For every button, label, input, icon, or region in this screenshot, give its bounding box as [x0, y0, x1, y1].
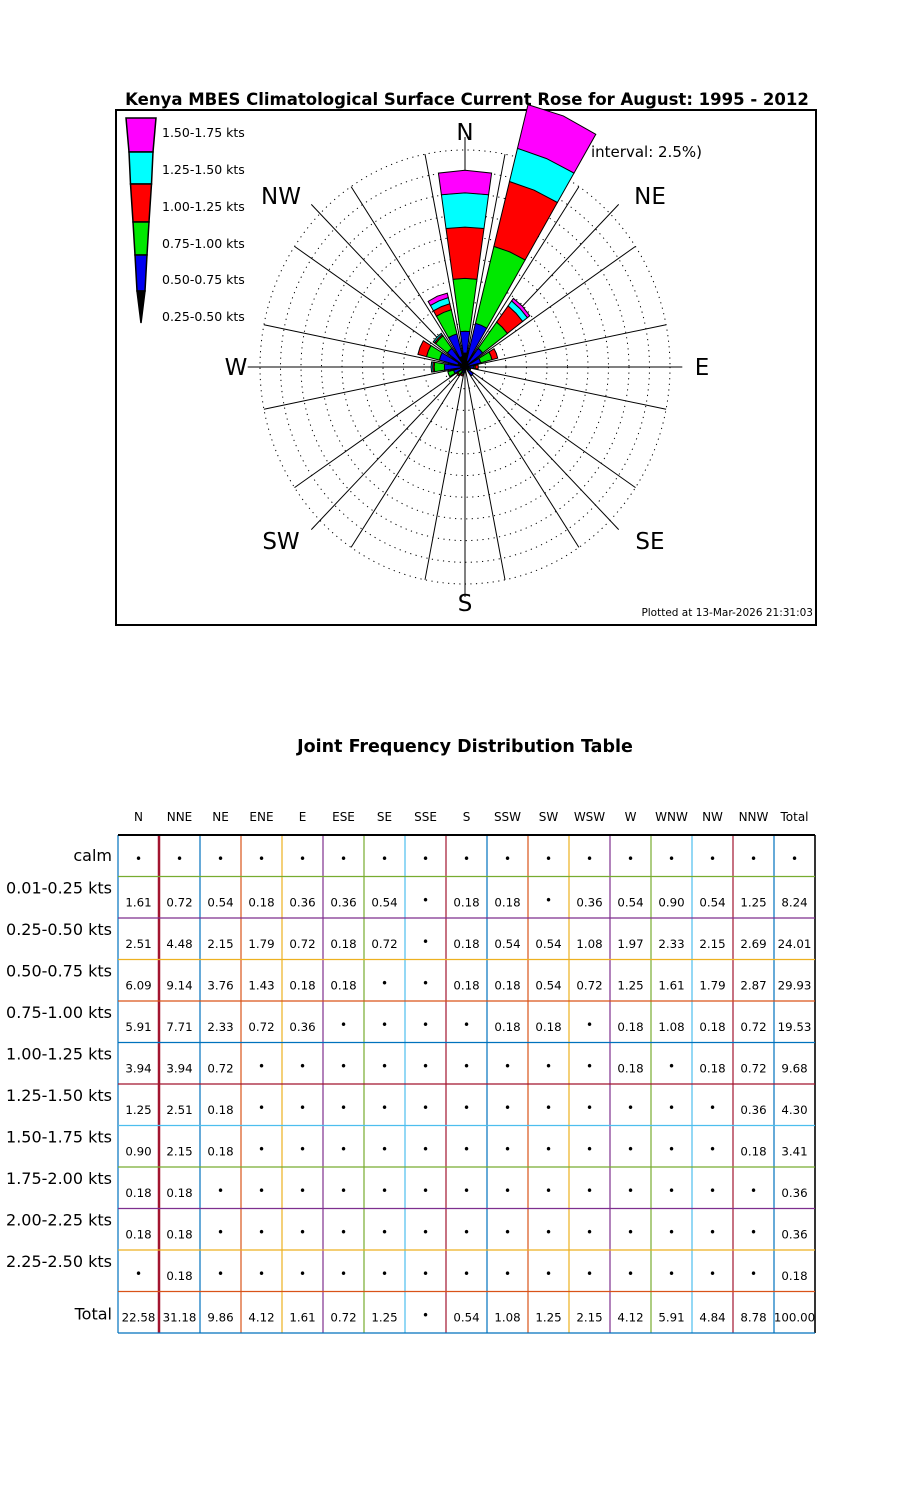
table-cell-value: 0.18 — [617, 1020, 644, 1034]
col-header-Total: Total — [780, 810, 809, 824]
table-cell-value: 1.25 — [740, 895, 767, 910]
cardinal-spoke — [465, 367, 619, 530]
rose-petal-segment-E — [475, 365, 478, 369]
ring-interval-annotation: interval: 2.5%) — [591, 143, 702, 161]
col-total-value: 1.08 — [494, 1310, 521, 1325]
table-cell-value: 0.18 — [166, 1186, 193, 1200]
table-cell-value: 7.71 — [166, 1020, 193, 1034]
table-cell-dot: • — [339, 1018, 348, 1032]
table-cell-dot: • — [708, 1267, 717, 1281]
row-label: 1.00-1.25 kts — [6, 1044, 112, 1064]
table-cell-dot: • — [298, 1142, 307, 1157]
col-total-value: 4.12 — [248, 1310, 275, 1325]
col-header-NE: NE — [212, 810, 229, 824]
table-cell-dot: • — [544, 1059, 553, 1074]
table-cell-value: 2.87 — [740, 978, 767, 993]
col-total-value: 4.84 — [699, 1310, 726, 1325]
table-cell-dot: • — [216, 1225, 225, 1240]
row-label: 0.01-0.25 kts — [6, 878, 112, 898]
col-total-value: 1.25 — [535, 1310, 562, 1325]
col-header-S: S — [462, 810, 471, 824]
table-cell-value: 3.76 — [207, 978, 234, 993]
table-cell-value: 1.25 — [125, 1103, 152, 1117]
table-cell-dot: • — [626, 1184, 635, 1198]
row-total-value: 3.41 — [781, 1144, 808, 1159]
legend-label: 1.25-1.50 kts — [162, 162, 245, 177]
table-cell-value: 3.94 — [125, 1061, 152, 1076]
table-cell-dot: • — [298, 1225, 307, 1240]
table-cell-dot: • — [544, 893, 553, 908]
table-cell-value: 0.36 — [289, 1020, 316, 1034]
table-cell-dot: • — [626, 852, 635, 866]
table-cell-value: 2.33 — [207, 1020, 234, 1034]
compass-label-SW: SW — [262, 529, 300, 555]
table-cell-dot: • — [257, 852, 266, 866]
table-cell-value: 0.36 — [576, 895, 603, 910]
table-cell-value: 2.15 — [207, 937, 234, 951]
row-label: 2.25-2.50 kts — [6, 1252, 112, 1271]
col-total-dot: • — [421, 1308, 430, 1323]
table-cell-dot: • — [421, 1225, 430, 1240]
rose-petal-segment-N — [446, 227, 484, 280]
table-cell-dot: • — [585, 1059, 594, 1074]
table-cell-value: 0.18 — [289, 978, 316, 993]
col-header-SSE: SSE — [414, 810, 437, 824]
table-cell-value: 0.90 — [125, 1144, 152, 1159]
table-cell-dot: • — [585, 1225, 594, 1240]
col-total-value: 9.86 — [207, 1310, 234, 1325]
table-cell-value: 0.18 — [125, 1186, 152, 1200]
row-total-value: 29.93 — [777, 978, 812, 993]
table-cell-dot: • — [503, 1142, 512, 1157]
table-cell-value: 0.36 — [289, 895, 316, 910]
row-total-value: 24.01 — [777, 937, 812, 951]
table-cell-dot: • — [667, 1184, 676, 1198]
table-cell-dot: • — [667, 1101, 676, 1115]
table-cell-value: 0.90 — [658, 895, 685, 910]
table-cell-dot: • — [585, 1018, 594, 1032]
table-cell-value: 4.48 — [166, 937, 193, 951]
col-header-E: E — [298, 810, 307, 824]
table-cell-dot: • — [708, 1225, 717, 1240]
table-cell-dot: • — [257, 1184, 266, 1198]
table-cell-value: 0.72 — [371, 937, 398, 951]
table-cell-dot: • — [503, 1267, 512, 1281]
table-cell-dot: • — [380, 1018, 389, 1032]
table-cell-dot: • — [708, 1184, 717, 1198]
row-total-value: 4.30 — [781, 1103, 808, 1117]
table-cell-value: 0.18 — [166, 1269, 193, 1283]
compass-label-NW: NW — [261, 184, 301, 210]
table-cell-dot: • — [667, 1142, 676, 1157]
row-label: calm — [73, 846, 112, 865]
table-cell-value: 0.36 — [330, 895, 357, 910]
table-cell-dot: • — [298, 1101, 307, 1115]
table-cell-value: 0.54 — [617, 895, 644, 910]
table-cell-dot: • — [380, 1267, 389, 1281]
chart-title: Kenya MBES Climatological Surface Current Rose for August: 1995 - 2012 — [125, 90, 809, 109]
table-cell-value: 0.72 — [740, 1020, 767, 1034]
table-cell-value: 2.15 — [699, 937, 726, 951]
col-total-value: 31.18 — [162, 1310, 197, 1325]
legend-swatch — [126, 118, 156, 152]
table-cell-dot: • — [257, 1225, 266, 1240]
table-cell-value: 0.18 — [699, 1061, 726, 1076]
table-cell-dot: • — [585, 1142, 594, 1157]
rose-legend — [126, 118, 245, 324]
table-title: Joint Frequency Distribution Table — [297, 737, 633, 757]
rose-petal-segment-W — [434, 362, 445, 371]
table-cell-value: 5.91 — [125, 1020, 152, 1034]
row-total-value: 9.68 — [781, 1061, 808, 1076]
table-cell-value: 2.51 — [166, 1103, 193, 1117]
table-cell-value: 0.18 — [740, 1144, 767, 1159]
table-cell-value: 0.54 — [535, 937, 562, 951]
col-total-value: 1.61 — [289, 1310, 316, 1325]
col-header-N: N — [134, 810, 143, 824]
table-cell-dot: • — [667, 1059, 676, 1074]
col-header-SSW: SSW — [493, 810, 522, 824]
col-total-value: 22.58 — [121, 1310, 156, 1325]
table-cell-value: 2.69 — [740, 937, 767, 951]
table-cell-dot: • — [749, 852, 758, 866]
legend-swatch — [131, 184, 152, 222]
compass-label-SE: SE — [635, 529, 665, 555]
table-cell-value: 6.09 — [125, 978, 152, 993]
table-cell-dot: • — [298, 1184, 307, 1198]
col-header-NNW: NNW — [738, 810, 769, 824]
table-cell-dot: • — [339, 1225, 348, 1240]
table-cell-value: 0.18 — [207, 1103, 234, 1117]
table-cell-value: 0.54 — [371, 895, 398, 910]
row-label: 0.50-0.75 kts — [6, 961, 112, 981]
row-total-value: 0.36 — [781, 1186, 808, 1200]
table-cell-dot: • — [462, 1059, 471, 1074]
table-cell-dot: • — [708, 1142, 717, 1157]
table-cell-dot: • — [462, 1142, 471, 1157]
rose-petal-segment-N — [441, 192, 488, 228]
row-label: 0.75-1.00 kts — [6, 1003, 112, 1022]
col-header-ENE: ENE — [249, 810, 274, 824]
legend-label: 1.50-1.75 kts — [162, 125, 245, 140]
table-cell-value: 0.54 — [494, 937, 521, 951]
table-cell-value: 1.08 — [658, 1020, 685, 1034]
col-total-value: 5.91 — [658, 1310, 685, 1325]
table-cell-value: 0.18 — [330, 978, 357, 993]
compass-label-S: S — [457, 591, 473, 617]
row-total-value: 19.53 — [777, 1020, 812, 1034]
table-cell-dot: • — [380, 1101, 389, 1115]
table-cell-dot: • — [134, 852, 143, 866]
table-cell-value: 0.36 — [740, 1103, 767, 1117]
compass-label-W: W — [224, 355, 248, 381]
table-cell-dot: • — [749, 1267, 758, 1281]
compass-label-E: E — [694, 355, 710, 381]
table-cell-dot: • — [421, 1184, 430, 1198]
table-cell-value: 0.18 — [494, 1020, 521, 1034]
table-cell-dot: • — [503, 1101, 512, 1115]
col-total-value: 4.12 — [617, 1310, 644, 1325]
table-cell-dot: • — [462, 1101, 471, 1115]
table-cell-value: 1.79 — [248, 937, 275, 951]
col-header-ESE: ESE — [332, 810, 355, 824]
col-header-WSW: WSW — [573, 810, 606, 824]
table-cell-dot: • — [544, 1225, 553, 1240]
table-cell-dot: • — [626, 1142, 635, 1157]
table-cell-dot: • — [503, 1059, 512, 1074]
rose-petal-segment-SSW — [461, 374, 464, 376]
table-cell-dot: • — [339, 1059, 348, 1074]
table-cell-dot: • — [667, 1267, 676, 1281]
legend-swatch — [133, 222, 149, 255]
table-cell-dot: • — [421, 935, 430, 949]
table-cell-value: 3.94 — [166, 1061, 193, 1076]
table-cell-dot: • — [626, 1267, 635, 1281]
table-cell-dot: • — [626, 1225, 635, 1240]
table-cell-dot: • — [667, 852, 676, 866]
table-cell-dot: • — [462, 1267, 471, 1281]
table-cell-dot: • — [216, 852, 225, 866]
table-cell-dot: • — [421, 1059, 430, 1074]
table-cell-dot: • — [462, 852, 471, 866]
table-cell-dot: • — [216, 1267, 225, 1281]
table-cell-value: 0.18 — [453, 937, 480, 951]
table-cell-value: 1.61 — [125, 895, 152, 910]
table-cell-dot: • — [708, 852, 717, 866]
row-label: 0.25-0.50 kts — [6, 920, 112, 939]
cardinal-spoke — [311, 367, 465, 530]
col-total-value: 0.54 — [453, 1310, 480, 1325]
table-cell-value: 1.79 — [699, 978, 726, 993]
table-cell-value: 0.54 — [699, 895, 726, 910]
table-cell-value: 0.54 — [535, 978, 562, 993]
table-cell-dot: • — [626, 1101, 635, 1115]
table-cell-dot: • — [421, 976, 430, 991]
table-cell-value: 0.18 — [453, 978, 480, 993]
table-cell-dot: • — [421, 893, 430, 908]
table-cell-dot: • — [257, 1059, 266, 1074]
table-cell-dot: • — [298, 852, 307, 866]
legend-label: 0.25-0.50 kts — [162, 309, 245, 324]
table-cell-dot: • — [339, 1267, 348, 1281]
table-cell-dot: • — [462, 1184, 471, 1198]
table-cell-value: 0.72 — [166, 895, 193, 910]
table-cell-value: 0.72 — [740, 1061, 767, 1076]
row-label: 2.00-2.25 kts — [6, 1210, 112, 1230]
table-cell-value: 9.14 — [166, 978, 193, 993]
table-cell-dot: • — [339, 1184, 348, 1198]
col-header-NW: NW — [702, 810, 723, 824]
legend-label: 0.50-0.75 kts — [162, 272, 245, 287]
table-cell-dot: • — [585, 1267, 594, 1281]
table-cell-value: 0.18 — [699, 1020, 726, 1034]
table-cell-dot: • — [544, 1101, 553, 1115]
table-cell-value: 0.72 — [576, 978, 603, 993]
table-cell-dot: • — [421, 1267, 430, 1281]
col-header-SW: SW — [538, 810, 559, 824]
rose-petal-segment-W — [431, 362, 433, 372]
row-label: 1.50-1.75 kts — [6, 1127, 112, 1147]
row-label: Total — [74, 1304, 112, 1324]
table-cell-dot: • — [298, 1267, 307, 1281]
table-cell-value: 0.18 — [248, 895, 275, 910]
table-cell-dot: • — [544, 1267, 553, 1281]
col-total-value: 8.78 — [740, 1310, 767, 1325]
table-cell-value: 0.18 — [535, 1020, 562, 1034]
table-cell-value: 0.54 — [207, 895, 234, 910]
table-cell-value: 0.72 — [207, 1061, 234, 1076]
legend-swatch — [129, 152, 153, 184]
table-cell-value: 0.18 — [330, 937, 357, 951]
rose-petal-segment-N — [438, 170, 491, 194]
table-cell-dot: • — [257, 1142, 266, 1157]
legend-label: 1.00-1.25 kts — [162, 199, 245, 214]
table-cell-dot: • — [380, 1225, 389, 1240]
legend-swatch — [135, 255, 147, 291]
table-cell-dot: • — [175, 852, 184, 866]
table-cell-value: 0.18 — [166, 1227, 193, 1242]
table-cell-dot: • — [421, 852, 430, 866]
table-cell-dot: • — [380, 976, 389, 991]
frequency-table — [6, 810, 815, 1333]
table-cell-dot: • — [134, 1267, 143, 1281]
table-cell-dot: • — [544, 852, 553, 866]
table-cell-value: 1.61 — [658, 978, 685, 993]
table-cell-dot: • — [544, 1142, 553, 1157]
table-cell-value: 2.15 — [166, 1144, 193, 1159]
table-cell-dot: • — [544, 1184, 553, 1198]
table-cell-value: 0.72 — [248, 1020, 275, 1034]
col-total-value: 1.25 — [371, 1310, 398, 1325]
table-cell-dot: • — [421, 1018, 430, 1032]
table-cell-dot: • — [708, 1101, 717, 1115]
legend-swatch — [137, 291, 145, 323]
table-cell-value: 0.18 — [125, 1227, 152, 1242]
table-cell-dot: • — [216, 1184, 225, 1198]
table-cell-dot: • — [462, 1225, 471, 1240]
table-cell-dot: • — [339, 852, 348, 866]
table-cell-dot: • — [749, 1184, 758, 1198]
table-cell-value: 1.43 — [248, 978, 275, 993]
row-total-value: 8.24 — [781, 895, 808, 910]
table-cell-dot: • — [257, 1267, 266, 1281]
row-total-value: 0.36 — [781, 1227, 808, 1242]
table-cell-dot: • — [790, 852, 799, 866]
table-cell-value: 0.18 — [453, 895, 480, 910]
grand-total-value: 100.00 — [773, 1310, 816, 1325]
table-cell-value: 0.18 — [207, 1144, 234, 1159]
table-cell-dot: • — [298, 1059, 307, 1074]
table-cell-value: 1.08 — [576, 937, 603, 951]
table-cell-dot: • — [421, 1142, 430, 1157]
table-cell-dot: • — [585, 852, 594, 866]
rose-petal-segment-SE — [468, 370, 474, 376]
table-cell-value: 1.25 — [617, 978, 644, 993]
col-total-value: 0.72 — [330, 1310, 357, 1325]
row-label: 1.75-2.00 kts — [6, 1169, 112, 1188]
rose-petal-segment-WSW — [448, 370, 455, 377]
table-cell-value: 2.51 — [125, 937, 152, 951]
col-header-SE: SE — [376, 810, 393, 824]
table-cell-dot: • — [380, 1184, 389, 1198]
plotted-at-timestamp: Plotted at 13-Mar-2026 21:31:03 — [641, 607, 813, 619]
col-header-WNW: WNW — [655, 810, 688, 824]
table-cell-dot: • — [585, 1184, 594, 1198]
table-cell-dot: • — [585, 1101, 594, 1115]
table-cell-dot: • — [749, 1225, 758, 1240]
table-cell-value: 2.33 — [658, 937, 685, 951]
table-cell-dot: • — [503, 1184, 512, 1198]
rose-petals — [418, 105, 596, 377]
table-cell-value: 0.18 — [617, 1061, 644, 1076]
table-cell-dot: • — [380, 852, 389, 866]
table-cell-value: 0.18 — [494, 895, 521, 910]
compass-label-N: N — [456, 120, 474, 146]
table-cell-dot: • — [339, 1142, 348, 1157]
table-cell-dot: • — [503, 852, 512, 866]
col-total-value: 2.15 — [576, 1310, 603, 1325]
table-cell-dot: • — [339, 1101, 348, 1115]
col-header-W: W — [624, 810, 637, 824]
row-label: 1.25-1.50 kts — [6, 1086, 112, 1105]
table-cell-dot: • — [257, 1101, 266, 1115]
table-cell-dot: • — [380, 1059, 389, 1074]
table-cell-value: 0.18 — [494, 978, 521, 993]
table-cell-value: 0.72 — [289, 937, 316, 951]
legend-label: 0.75-1.00 kts — [162, 236, 245, 251]
table-cell-dot: • — [462, 1018, 471, 1032]
compass-label-NE: NE — [634, 184, 666, 210]
table-cell-dot: • — [503, 1225, 512, 1240]
col-header-NNE: NNE — [166, 810, 193, 824]
table-cell-dot: • — [380, 1142, 389, 1157]
table-cell-dot: • — [421, 1101, 430, 1115]
table-cell-dot: • — [667, 1225, 676, 1240]
row-total-value: 0.18 — [781, 1269, 808, 1283]
table-cell-value: 1.97 — [617, 937, 644, 951]
